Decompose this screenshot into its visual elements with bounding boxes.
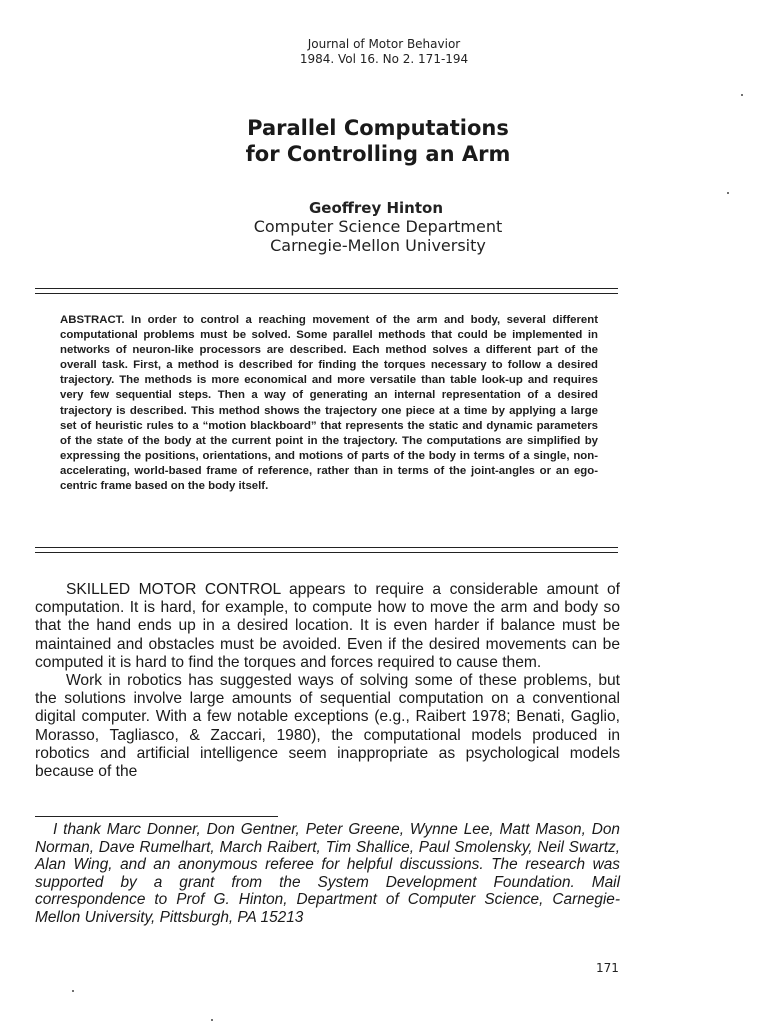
author-name: Geoffrey Hinton bbox=[308, 199, 444, 217]
scan-speck bbox=[741, 94, 743, 96]
scan-speck bbox=[727, 192, 729, 194]
body-paragraph-1: SKILLED MOTOR CONTROL appears to require a considerable amount of computation. It is hard, for example, to compute how to move the arm and body so that the hand ends up in a desired location. It is even harder if balance must be maintained and obstacles must be avoided. Even if the desired movements can be computed it is hard to find the torques and forces required to cause them. bbox=[35, 581, 620, 671]
footnote-rule bbox=[35, 816, 278, 817]
abstract-bottom-rule-2 bbox=[35, 552, 618, 553]
abstract bbox=[60, 313, 598, 494]
page-number: 171 bbox=[596, 961, 619, 975]
abstract-bottom-rule bbox=[35, 547, 618, 548]
body-paragraph-2: Work in robotics has suggested ways of solving some of these problems, but the solutions involve large amounts of sequential computation on a conventional digital computer. With a few notable exceptions (e.g., Raibert 1978; Benati, Gaglio, Morasso, Tagliasco, & Zaccari, 1980), the computational models produced in robotics and artificial intelligence seem inappropriate as psychological models because of the bbox=[35, 672, 620, 781]
abstract-top-rule bbox=[35, 288, 618, 289]
scan-speck bbox=[211, 1019, 213, 1021]
author-department: Computer Science Department bbox=[253, 217, 503, 236]
footnote bbox=[35, 821, 620, 927]
abstract-top-rule-2 bbox=[35, 293, 618, 294]
abstract-text: In order to control a reaching movement of the arm and body, several different computational problems must be solved. Some parallel methods that could be implemented in networks of neuron-like processors are described. Each method solves a different part of the overall task. First, a method is described for finding the torques necessary to follow a desired trajectory. The methods is more economical and more versatile than table look-up and requires very few sequential steps. Then a way of generating an internal representation of a desired trajectory is described. This method shows the trajectory one piece at a time by applying a large set of heuristic rules to a “motion blackboard” that represents the static and dynamic parameters of the state of the body at the current point in the trajectory. The computations are simplified by expressing the positions, orientations, and motions of parts of the body in terms of a single, non-accelerating, world-based frame of reference, rather than in terms of the joint-angles or an ego-centric frame based on the body itself. bbox=[60, 314, 598, 493]
scan-speck bbox=[72, 990, 74, 992]
abstract-label: ABSTRACT. bbox=[60, 314, 125, 326]
journal-citation: 1984. Vol 16. No 2. 171-194 bbox=[299, 52, 469, 66]
journal-name: Journal of Motor Behavior bbox=[307, 37, 461, 51]
author-university: Carnegie-Mellon University bbox=[270, 236, 486, 255]
footnote-text: I thank Marc Donner, Don Gentner, Peter Greene, Wynne Lee, Matt Mason, Don Norman, Dave Rumelhart, March Raibert, Tim Shallice, Paul Smolensky, Neil Swartz, Alan Wing, and an anonymous referee for helpful discussions. The research was supported by a grant from the System Development Foundation. Mail correspondence to Prof G. Hinton, Department of Computer Science, Carnegie-Mellon University, Pittsburgh, PA 15213 bbox=[35, 821, 620, 926]
body-text bbox=[35, 581, 620, 781]
paper-title-line-2: for Controlling an Arm bbox=[245, 142, 511, 166]
paper-title-line-1: Parallel Computations bbox=[247, 116, 509, 140]
